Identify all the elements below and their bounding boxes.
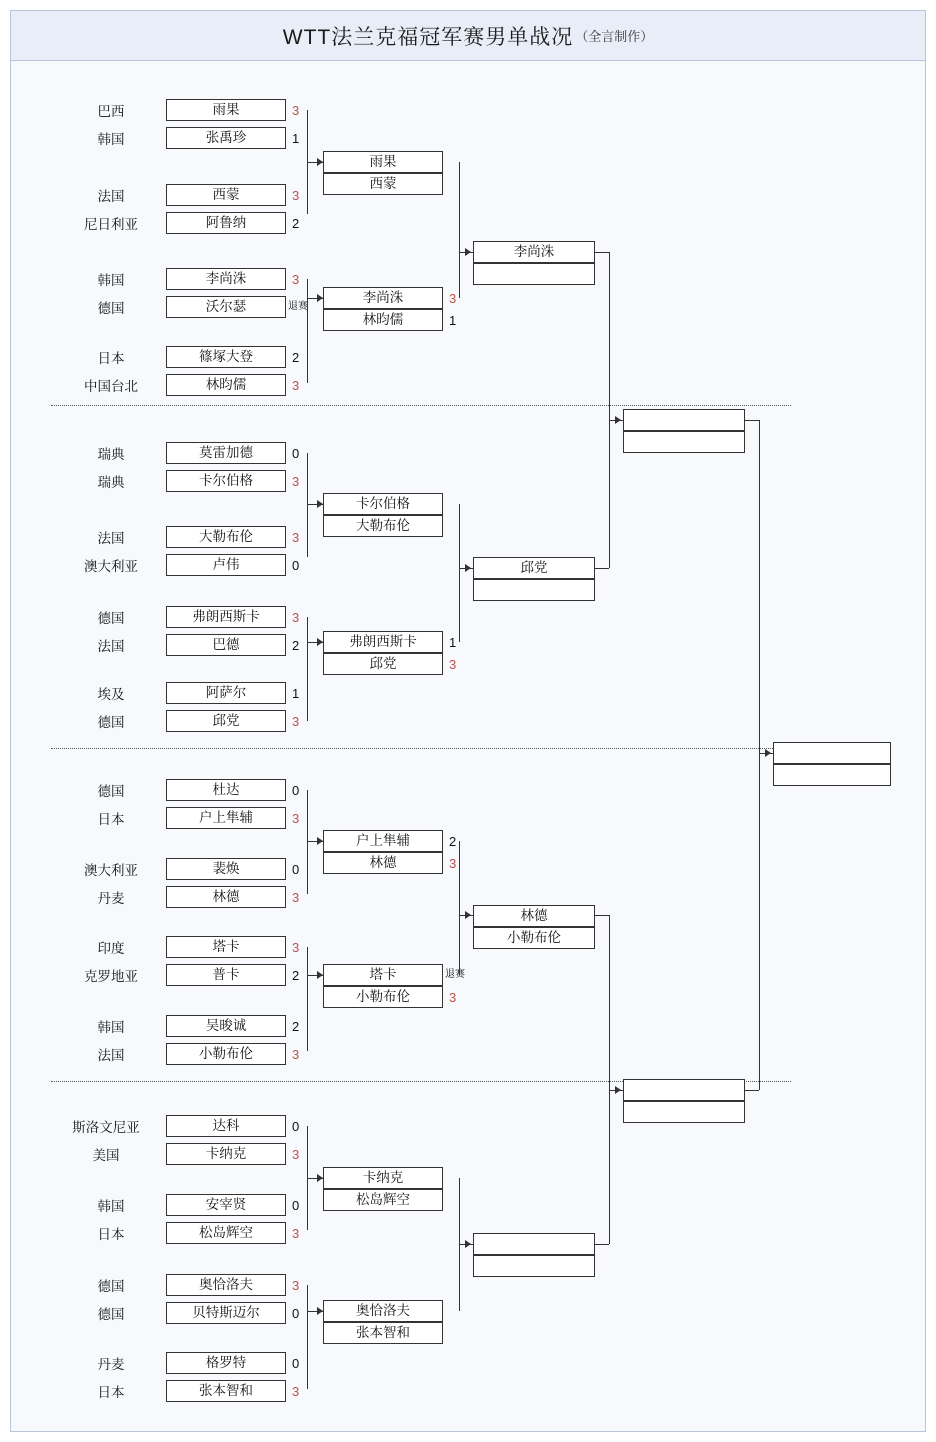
player-box[interactable]: 雨果: [166, 99, 286, 121]
country-label: 日本: [97, 351, 125, 366]
player-box[interactable]: 阿鲁纳: [166, 212, 286, 234]
connector-arrow: [465, 564, 471, 572]
country-label: 澳大利亚: [84, 559, 138, 574]
player-box[interactable]: [623, 431, 745, 453]
player-box[interactable]: 达科: [166, 1115, 286, 1137]
score-label: 2: [292, 968, 300, 983]
page-title: WTT法兰克福冠军赛男单战况: [282, 25, 574, 49]
player-box[interactable]: [623, 409, 745, 431]
player-box[interactable]: 林德: [473, 905, 595, 927]
score-label: 0: [292, 446, 300, 461]
player-box[interactable]: 松岛辉空: [323, 1189, 443, 1211]
score-label: 0: [292, 1356, 300, 1371]
country-label: 韩国: [97, 1199, 125, 1214]
player-box[interactable]: 西蒙: [323, 173, 443, 195]
connector: [745, 420, 759, 421]
connector-arrow: [615, 416, 621, 424]
player-box[interactable]: [473, 1233, 595, 1255]
country-label: 尼日利亚: [84, 217, 138, 232]
player-box[interactable]: 林德: [166, 886, 286, 908]
player-box[interactable]: 奥恰洛夫: [323, 1300, 443, 1322]
connector-arrow: [465, 1240, 471, 1248]
country-label: 中国台北: [84, 379, 138, 394]
connector: [609, 252, 610, 420]
player-box[interactable]: 裴焕: [166, 858, 286, 880]
score-label: 0: [292, 1198, 300, 1213]
connector: [459, 841, 460, 975]
player-box[interactable]: 卡纳克: [166, 1143, 286, 1165]
section-divider-1: [51, 405, 791, 406]
score-label: 1: [449, 635, 457, 650]
connector-arrow: [465, 911, 471, 919]
score-label: 2: [292, 1019, 300, 1034]
player-box[interactable]: 安宰贤: [166, 1194, 286, 1216]
country-label: 日本: [97, 812, 125, 827]
country-label: 韩国: [97, 1020, 125, 1035]
player-box[interactable]: [473, 263, 595, 285]
connector: [595, 568, 609, 569]
player-box[interactable]: 卡尔伯格: [323, 493, 443, 515]
player-box[interactable]: 户上隼辅: [323, 830, 443, 852]
player-box[interactable]: 林昀儒: [323, 309, 443, 331]
connector-arrow: [615, 1086, 621, 1094]
player-box[interactable]: 大勒布伦: [166, 526, 286, 548]
player-box[interactable]: [473, 579, 595, 601]
connector: [307, 279, 308, 383]
player-box[interactable]: 李尚洙: [323, 287, 443, 309]
page-subtitle: （全言制作）: [575, 29, 654, 44]
player-box[interactable]: 张本智和: [166, 1380, 286, 1402]
country-label: 丹麦: [97, 891, 125, 906]
country-label: 丹麦: [97, 1357, 125, 1372]
player-box[interactable]: 邱党: [323, 653, 443, 675]
connector: [307, 617, 308, 721]
player-box[interactable]: 普卡: [166, 964, 286, 986]
connector: [459, 504, 460, 642]
connector-arrow: [765, 749, 771, 757]
player-box[interactable]: 弗朗西斯卡: [166, 606, 286, 628]
player-box[interactable]: 小勒布伦: [473, 927, 595, 949]
country-label: 斯洛文尼亚: [72, 1120, 140, 1135]
player-box[interactable]: 张禹珍: [166, 127, 286, 149]
country-label: 巴西: [97, 104, 125, 119]
player-box[interactable]: 小勒布伦: [323, 986, 443, 1008]
country-label: 德国: [97, 1279, 125, 1294]
connector: [609, 420, 610, 568]
country-label: 埃及: [97, 687, 125, 702]
player-box[interactable]: 阿萨尔: [166, 682, 286, 704]
country-label: 法国: [97, 189, 125, 204]
score-label: 3: [292, 1278, 300, 1293]
score-label: 3: [449, 291, 457, 306]
player-box[interactable]: 沃尔瑟: [166, 296, 286, 318]
player-box[interactable]: 林德: [323, 852, 443, 874]
connector: [609, 1090, 610, 1244]
connector: [595, 1244, 609, 1245]
connector: [759, 753, 760, 1090]
retire-label: 退赛: [445, 969, 465, 980]
score-label: 3: [292, 1047, 300, 1062]
player-box[interactable]: 卡纳克: [323, 1167, 443, 1189]
player-box[interactable]: [623, 1079, 745, 1101]
player-box[interactable]: [623, 1101, 745, 1123]
player-box[interactable]: [773, 764, 891, 786]
score-label: 3: [292, 530, 300, 545]
player-box[interactable]: 巴德: [166, 634, 286, 656]
score-label: 1: [449, 313, 457, 328]
player-box[interactable]: 林昀儒: [166, 374, 286, 396]
player-box[interactable]: 邱党: [166, 710, 286, 732]
score-label: 2: [449, 834, 457, 849]
player-box[interactable]: 贝特斯迈尔: [166, 1302, 286, 1324]
connector: [307, 790, 308, 894]
score-label: 2: [292, 216, 300, 231]
title-bar: [11, 11, 925, 61]
player-box[interactable]: [473, 1255, 595, 1277]
country-label: 瑞典: [97, 475, 125, 490]
score-label: 3: [292, 890, 300, 905]
score-label: 3: [292, 1384, 300, 1399]
score-label: 3: [292, 272, 300, 287]
country-label: 克罗地亚: [84, 969, 138, 984]
player-box[interactable]: 格罗特: [166, 1352, 286, 1374]
score-label: 0: [292, 558, 300, 573]
country-label: 韩国: [97, 132, 125, 147]
score-label: 2: [292, 638, 300, 653]
score-label: 3: [292, 610, 300, 625]
country-label: 日本: [97, 1227, 125, 1242]
country-label: 法国: [97, 531, 125, 546]
score-label: 0: [292, 1306, 300, 1321]
score-label: 0: [292, 1119, 300, 1134]
score-label: 3: [292, 1147, 300, 1162]
player-box[interactable]: 小勒布伦: [166, 1043, 286, 1065]
score-label: 3: [449, 657, 457, 672]
country-label: 德国: [97, 611, 125, 626]
score-label: 3: [292, 103, 300, 118]
country-label: 印度: [97, 941, 125, 956]
score-label: 3: [292, 1226, 300, 1241]
connector: [307, 947, 308, 1051]
score-label: 2: [292, 350, 300, 365]
score-label: 3: [292, 811, 300, 826]
connector: [595, 915, 609, 916]
player-box[interactable]: 莫雷加德: [166, 442, 286, 464]
score-label: 3: [292, 474, 300, 489]
score-label: 3: [449, 990, 457, 1005]
player-box[interactable]: 李尚洙: [473, 241, 595, 263]
country-label: 法国: [97, 639, 125, 654]
player-box[interactable]: 张本智和: [323, 1322, 443, 1344]
player-box[interactable]: 西蒙: [166, 184, 286, 206]
score-label: 0: [292, 862, 300, 877]
player-box[interactable]: 卡尔伯格: [166, 470, 286, 492]
player-box[interactable]: 大勒布伦: [323, 515, 443, 537]
player-box[interactable]: 户上隼辅: [166, 807, 286, 829]
player-box[interactable]: 弗朗西斯卡: [323, 631, 443, 653]
player-box[interactable]: 吴晙诚: [166, 1015, 286, 1037]
player-box[interactable]: 邱党: [473, 557, 595, 579]
player-box[interactable]: 杜达: [166, 779, 286, 801]
score-label: 3: [292, 940, 300, 955]
score-label: 0: [292, 783, 300, 798]
score-label: 3: [449, 856, 457, 871]
player-box[interactable]: 奥恰洛夫: [166, 1274, 286, 1296]
connector: [609, 915, 610, 1090]
score-label: 1: [292, 686, 300, 701]
connector: [459, 162, 460, 298]
retire-label: 退赛: [288, 301, 308, 312]
score-label: 3: [292, 378, 300, 393]
connector: [307, 1285, 308, 1389]
connector-arrow: [465, 248, 471, 256]
connector: [759, 420, 760, 753]
player-box[interactable]: 卢伟: [166, 554, 286, 576]
player-box[interactable]: 雨果: [323, 151, 443, 173]
country-label: 日本: [97, 1385, 125, 1400]
player-box[interactable]: 篠塚大登: [166, 346, 286, 368]
connector: [307, 453, 308, 557]
score-label: 1: [292, 131, 300, 146]
player-box[interactable]: 李尚洙: [166, 268, 286, 290]
country-label: 德国: [97, 715, 125, 730]
player-box[interactable]: [773, 742, 891, 764]
country-label: 德国: [97, 301, 125, 316]
player-box[interactable]: 松岛辉空: [166, 1222, 286, 1244]
section-divider-2: [51, 748, 791, 749]
connector: [745, 1090, 759, 1091]
score-label: 3: [292, 714, 300, 729]
country-label: 德国: [97, 784, 125, 799]
bracket-board: [10, 10, 926, 1432]
country-label: 瑞典: [97, 447, 125, 462]
country-label: 韩国: [97, 273, 125, 288]
connector: [595, 252, 609, 253]
player-box[interactable]: 塔卡: [323, 964, 443, 986]
country-label: 澳大利亚: [84, 863, 138, 878]
country-label: 德国: [97, 1307, 125, 1322]
country-label: 美国: [92, 1148, 120, 1163]
score-label: 3: [292, 188, 300, 203]
country-label: 法国: [97, 1048, 125, 1063]
player-box[interactable]: 塔卡: [166, 936, 286, 958]
